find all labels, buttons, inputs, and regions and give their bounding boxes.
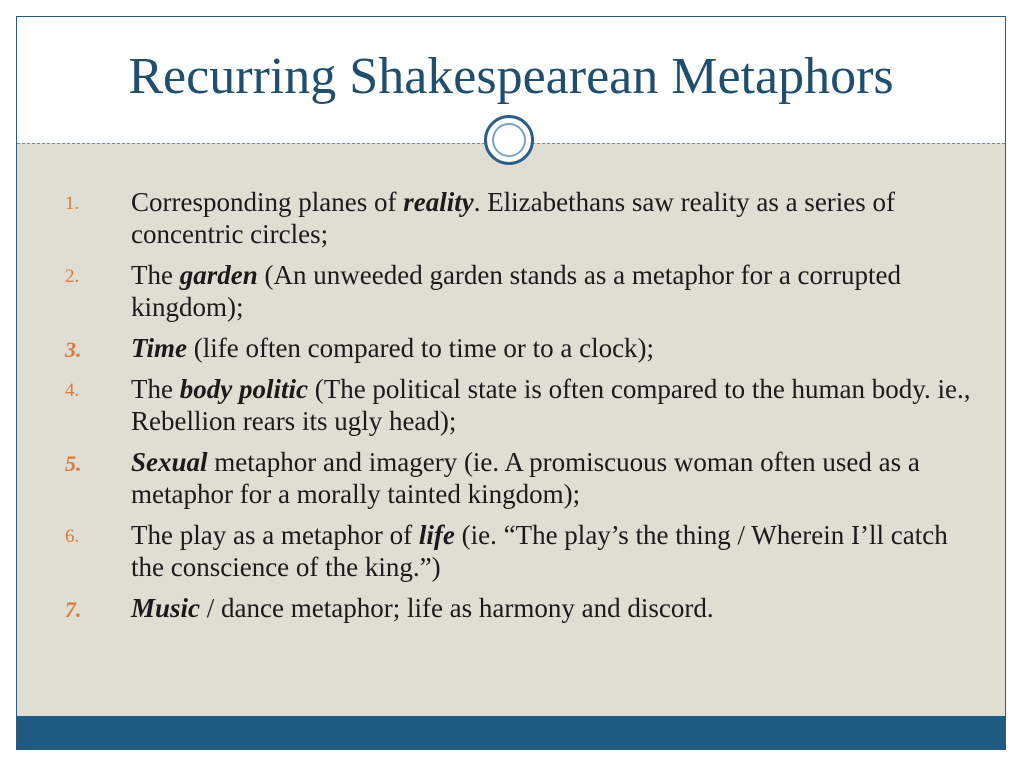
list-item bbox=[17, 259, 1005, 323]
list-item-text-post: / dance metaphor; life as harmony and discord. bbox=[200, 593, 714, 623]
list-item-keyword: Time bbox=[131, 333, 187, 363]
list-item-keyword: Music bbox=[131, 593, 201, 623]
list-item-text-post: (ie. “The play’s the thing / Wherein I’ll catch the conscience of the king.”) bbox=[131, 520, 948, 582]
list-item-text-post: (An unweeded garden stands as a metaphor for a corrupted kingdom); bbox=[131, 260, 902, 322]
slide-title: Recurring Shakespearean Metaphors bbox=[128, 48, 894, 105]
list-item-text-pre: The bbox=[131, 374, 180, 404]
list-item-number: 3. bbox=[65, 337, 82, 362]
list-item-text-post: . Elizabethans saw reality as a series of concentric circles; bbox=[131, 187, 896, 249]
list-item-text-post: metaphor and imagery (ie. A promiscuous woman often used as a metaphor for a morally tainted kingdom); bbox=[131, 447, 920, 509]
list-item-keyword: body politic bbox=[179, 374, 308, 404]
list-item bbox=[17, 332, 1005, 364]
list-item bbox=[17, 446, 1005, 510]
footer-bar bbox=[17, 716, 1005, 750]
list-item-number: 2. bbox=[65, 266, 80, 287]
list-item-number: 4. bbox=[65, 380, 80, 401]
list-item-number: 5. bbox=[65, 451, 82, 476]
list-item-number: 7. bbox=[65, 597, 82, 622]
list-item bbox=[17, 373, 1005, 437]
list-item-number: 6. bbox=[65, 526, 80, 547]
list-item-keyword: reality bbox=[403, 187, 474, 217]
slide bbox=[16, 16, 1006, 750]
list-item-text-pre: Corresponding planes of bbox=[131, 187, 404, 217]
content-area bbox=[17, 143, 1005, 717]
list-item-keyword: garden bbox=[179, 260, 258, 290]
list-item-text-pre: The play as a metaphor of bbox=[131, 520, 419, 550]
list-item bbox=[17, 592, 1005, 624]
list-item bbox=[17, 186, 1005, 250]
circle-divider-inner-ring bbox=[492, 123, 526, 157]
list-item-text-post: (The political state is often compared to the human body. ie., Rebellion rears its ugly head); bbox=[131, 374, 971, 436]
list-item-keyword: Sexual bbox=[131, 447, 208, 477]
list-item bbox=[17, 519, 1005, 583]
list-item-keyword: life bbox=[418, 520, 455, 550]
list-item-text-pre: The bbox=[131, 260, 180, 290]
list-item-text-post: (life often compared to time or to a clock); bbox=[186, 333, 655, 363]
circle-divider-ornament bbox=[484, 115, 534, 165]
metaphor-list bbox=[17, 144, 1005, 633]
list-item-number: 1. bbox=[65, 193, 80, 214]
